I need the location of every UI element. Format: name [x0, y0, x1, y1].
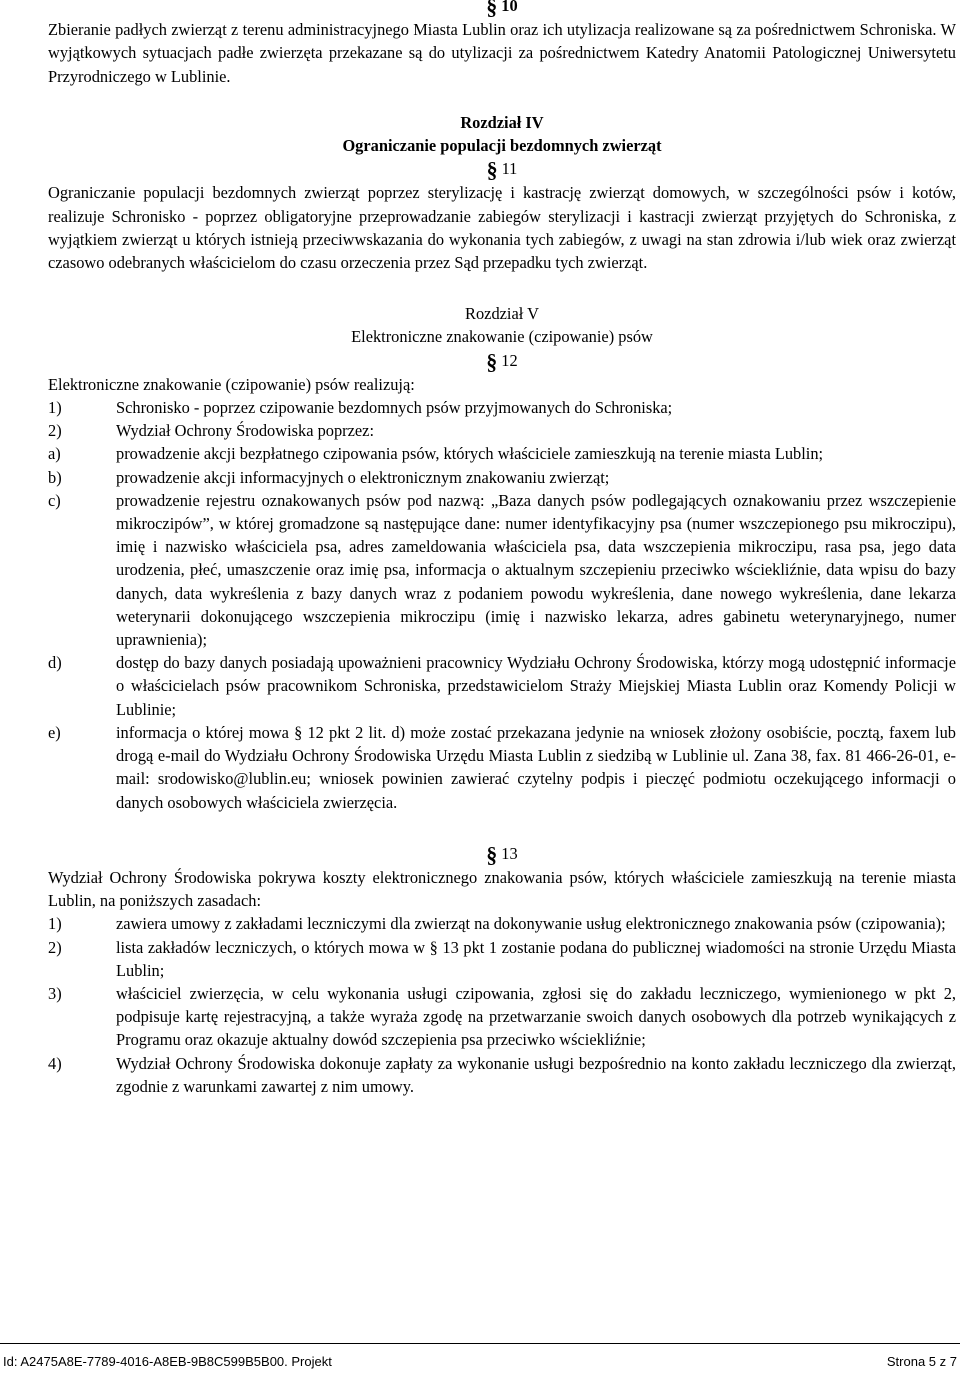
section-13-intro: Wydział Ochrony Środowiska pokrywa koszty elektronicznego znakowania psów, których właściciele zamieszkują na terenie miasta Lublin, na poniższych zasadach:: [48, 867, 956, 911]
list-item: 2) lista zakładów leczniczych, o których mowa w § 13 pkt 1 zostanie podana do publicznej wiadomości na stronie Urzędu Miasta Lublin;: [48, 937, 956, 980]
list-item: d) dostęp do bazy danych posiadają upoważnieni pracownicy Wydziału Ochrony Środowiska, którzy mogą udostępnić informacje o właścicielach psów pracownikom Schroniska, przedstawicielom Straży Miejskiej Miasta Lublin oraz Komendy Policji w Lublinie;: [48, 653, 956, 719]
section-12-list: [48, 396, 956, 814]
section-13-heading: § 13: [486, 841, 518, 867]
chapter-4-title: Ograniczanie populacji bezdomnych zwierząt: [342, 136, 662, 156]
document-page: [48, 0, 956, 1098]
list-item: a) prowadzenie akcji bezpłatnego czipowania psów, których właściciele zamieszkują na terenie miasta Lublin;: [48, 444, 824, 464]
section-sign-icon: §: [486, 0, 498, 19]
section-10-text: Zbieranie padłych zwierząt z terenu administracyjnego Miasta Lublin oraz ich utylizacja realizowane są za pośrednictwem Schroniska. W wyjątkowych sytuacjach padłe zwierzęta przekazane są do utylizacji za pośrednictwem Katedry Anatomii Patologicznej Uniwersytetu Przyrodniczego w Lublinie.: [48, 20, 956, 86]
section-sign-icon: §: [486, 841, 498, 867]
page-number: Strona 5 z 7: [886, 1354, 957, 1369]
list-item: 1) Schronisko - poprzez czipowanie bezdomnych psów przyjmowanych do Schroniska;: [48, 398, 673, 418]
chapter-5-label: Rozdział V: [465, 304, 539, 324]
list-item: 4) Wydział Ochrony Środowiska dokonuje zapłaty za wykonanie usługi bezpośrednio na konto zakładu leczniczego dla zwierząt, zgodnie z warunkami zawartej z nim umowy.: [48, 1053, 956, 1096]
list-item: e) informacja o której mowa § 12 pkt 2 lit. d) może zostać przekazana jedynie na wniosek złożony osobiście, pocztą, faxem lub drogą e-mail do Wydziału Ochrony Środowiska Urzędu Miasta Lublin z siedzibą w Lublinie ul. Zana 38, fax. 81 466-26-01, e-mail: srodowisko@lublin.eu; wniosek powinien zawierać czytelny podpis i pieczęć podmiotu oczekującego informacji o danych osobowych właściciela zwierzęcia.: [48, 722, 956, 812]
section-sign-icon: §: [486, 348, 498, 374]
section-10-heading: § 10: [48, 0, 956, 18]
section-13-list: [48, 912, 956, 1098]
section-11-text: Ograniczanie populacji bezdomnych zwierząt poprzez sterylizację i kastrację zwierząt domowych, w szczególności psów i kotów, realizuje Schronisko - poprzez obligatoryjne przeprowadzanie zabiegów sterylizacji i kastracji zwierząt przyjętych do Schroniska, z wyjątkiem zwierząt u których istnieją przeciwwskazania do wykonania tych zabiegów, z uwagi na stan zdrowia i/lub wiek oraz zwierząt czasowo odebranych właścicielom do czasu orzeczenia przez Sąd przepadku tych zwierząt.: [48, 183, 956, 273]
list-item: c) prowadzenie rejestru oznakowanych psów pod nazwą: „Baza danych psów podlegających oznakowaniu przez wszczepienie mikroczipów”, w której gromadzone są następujące dane: numer identyfikacyjny psa (numer wszczepionego psu mikroczipu), imię i nazwisko właściciela psa, adres zameldowania właściciela psa, data wszczepienia mikroczipu, rasa psa, jego data urodzenia, płeć, umaszczenie oraz imię psa, informacja o aktualnym szczepieniu przeciwko wściekliźnie, data wpisu do bazy danych, data wykreślenia z bazy danych wraz z podaniem powodu wykreślenia, dane nowego wykreślenia, dane lekarza weterynarii dokonującego wszczepienia mikroczipu (imię i nazwisko lekarza, adres gabinetu weterynaryjnego, numer uprawnienia);: [48, 490, 956, 650]
list-item: 3) właściciel zwierzęcia, w celu wykonania usługi czipowania, zgłosi się do zakładu leczniczego, wymienionego w pkt 2, podpisuje kartę rejestracyjną, a także wyraża zgodę na przetwarzanie swoich danych osobowych dla potrzeb wynikających z Programu oraz okazuje aktualny dowód szczepienia psa przeciwko wściekliźnie;: [48, 983, 956, 1050]
section-11-heading: § 11: [486, 157, 518, 183]
section-12-intro: Elektroniczne znakowanie (czipowanie) psów realizują:: [48, 374, 415, 394]
section-12-heading: § 12: [486, 348, 518, 374]
list-item: 2) Wydział Ochrony Środowiska poprzez:: [48, 421, 374, 441]
chapter-4-label: Rozdział IV: [460, 112, 544, 132]
list-item: 1) zawiera umowy z zakładami leczniczymi dla zwierząt na dokonywanie usług elektronicznego znakowania psów (czipowania);: [48, 914, 946, 934]
chapter-5-title: Elektroniczne znakowanie (czipowanie) psów: [351, 327, 653, 347]
section-sign-icon: §: [486, 157, 498, 183]
document-id: Id: A2475A8E-7789-4016-A8EB-9B8C599B5B00. Projekt: [3, 1354, 332, 1369]
page-footer: [0, 1343, 960, 1371]
list-item: b) prowadzenie akcji informacyjnych o elektronicznym znakowaniu zwierząt;: [48, 467, 610, 487]
